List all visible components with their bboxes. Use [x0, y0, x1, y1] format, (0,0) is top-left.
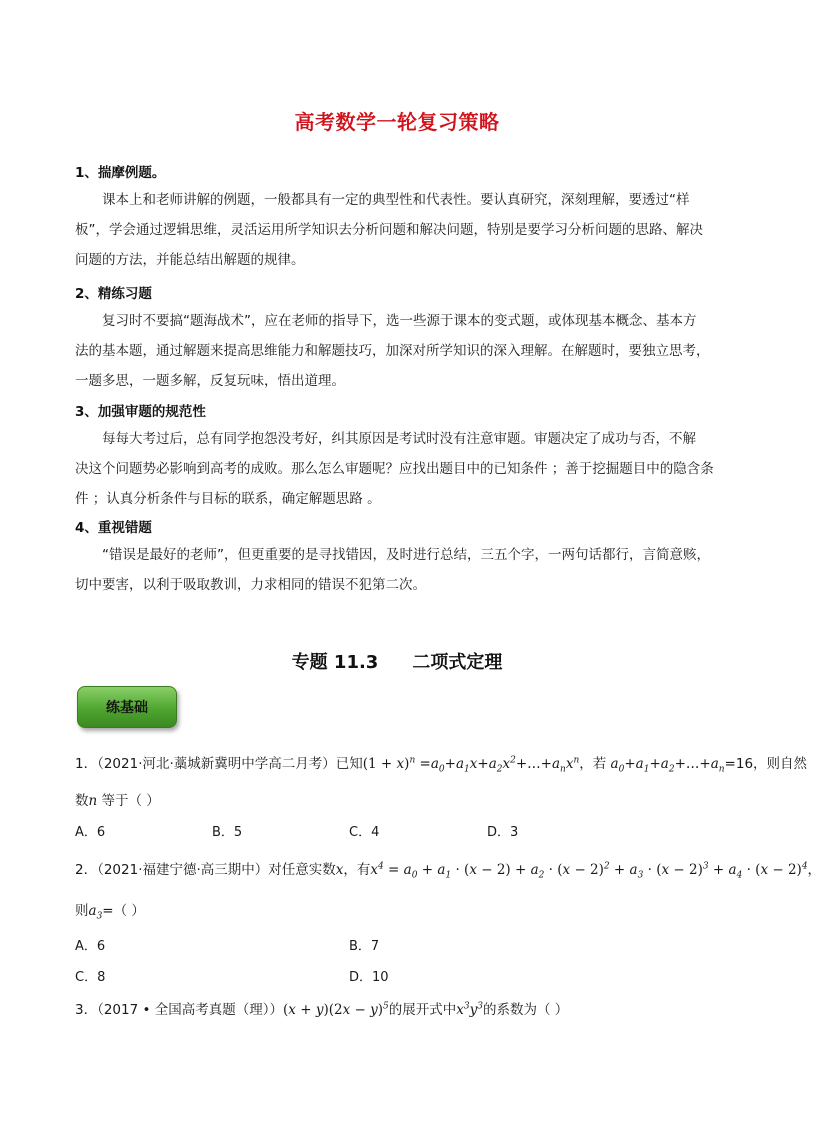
question-3-middle: 的展开式中	[388, 1002, 457, 1018]
question-2-text: =（ ）	[102, 903, 145, 919]
topic-number: 专题 11.3	[291, 652, 379, 673]
question-1-suffix: =16，则自然	[724, 756, 808, 772]
question-1-line-1	[75, 752, 807, 775]
question-1-option-c[interactable]: C．4	[349, 825, 380, 840]
paragraph-line: 复习时不要搞“题海战术”，应在老师的指导下，选一些源于课本的变式题，或体现基本概念、基本方	[102, 313, 697, 329]
topic-name: 二项式定理	[412, 652, 503, 673]
paragraph-line: 每每大考过后，总有同学抱怨没考好，纠其原因是考试时没有注意审题。审题决定了成功与否，不解	[102, 431, 696, 447]
question-3-term: $x^3y^3$	[456, 1001, 483, 1018]
question-2-formula: $x^4 = a_0 + a_1 \cdot (x - 2) + a_2 \cdot (x - 2)^2 + a_3 \cdot (x - 2)^3 + a_4 \cdot (x - 2)^4$	[370, 861, 808, 881]
paragraph-line: 板”，学会通过逻辑思维，灵活运用所学知识去分析问题和解决问题，特别是要学习分析问题的思路、解决	[75, 222, 703, 238]
paragraph-line: 问题的方法，并能总结出解题的规律。	[75, 252, 305, 268]
paragraph-line: 决这个问题势必影响到高考的成败。那么怎么审题呢？应找出题目中的已知条件 ；善于挖掘题目中的隐含条	[75, 461, 714, 477]
paragraph-line: 法的基本题，通过解题来提高思维能力和解题技巧，加深对所学知识的深入理解。在解题时，要独立思考，	[75, 343, 710, 359]
question-2-option-c[interactable]: C．8	[75, 970, 106, 985]
section-paragraph-1	[75, 185, 735, 275]
paragraph-line: 课本上和老师讲解的例题，一般都具有一定的典型性和代表性。要认真研究，深刻理解，要透过“样	[102, 192, 690, 208]
question-2-variable: x	[335, 862, 344, 878]
question-3-suffix: 的系数为（ ）	[483, 1002, 569, 1018]
question-3-prefix: 3．（2017 • 全国高考真题（理））	[75, 1002, 283, 1018]
topic-title	[0, 648, 794, 674]
question-2-middle: ，有	[343, 862, 371, 878]
question-2-line-1	[75, 858, 821, 881]
section-paragraph-3	[75, 424, 735, 514]
section-heading-3: 3、加强审题的规范性	[75, 404, 206, 420]
badge-label: 练基础	[106, 700, 148, 716]
question-2-target: $a_3$	[88, 903, 103, 922]
question-1-option-d[interactable]: D．3	[487, 825, 519, 840]
question-2-text: 则	[75, 903, 89, 919]
question-2-option-a[interactable]: A．6	[75, 939, 106, 954]
question-1-prefix: 1．（2021·河北·藁城新冀明中学高二月考）已知	[75, 756, 363, 772]
section-paragraph-2	[75, 306, 735, 396]
question-1-middle: ，若	[579, 756, 611, 772]
question-1-formula: $(1 + x)^n$ $=a_0+a_1x+a_2x^2+\dots+a_nx^n$	[362, 755, 580, 775]
question-2-suffix: ，	[807, 862, 821, 878]
question-1-sum: $a_0+a_1+a_2+\dots+a_n$	[610, 756, 725, 775]
page-title: 高考数学一轮复习策略	[294, 110, 500, 134]
question-1-option-b[interactable]: B．5	[212, 825, 243, 840]
practice-basics-badge	[77, 686, 177, 728]
section-heading-1: 1、揣摩例题。	[75, 165, 166, 181]
question-2-option-b[interactable]: B．7	[349, 939, 380, 954]
question-1-variable: n	[88, 793, 98, 809]
question-3-line-1	[75, 998, 568, 1018]
question-1-line-2	[75, 789, 160, 809]
paragraph-line: “错误是最好的老师”，但更重要的是寻找错因，及时进行总结，三五个字，一两句话都行，言简意赅，	[102, 547, 710, 563]
paragraph-line: 一题多思，一题多解，反复玩味，悟出道理。	[75, 373, 345, 389]
section-heading-4: 4、重视错题	[75, 520, 152, 536]
paragraph-line: 件 ；认真分析条件与目标的联系，确定解题思路 。	[75, 491, 381, 507]
question-1-text: 数	[75, 793, 89, 809]
question-2-line-2	[75, 899, 145, 922]
question-2-option-d[interactable]: D．10	[349, 970, 389, 985]
question-1-option-a[interactable]: A．6	[75, 825, 106, 840]
question-3-formula: $(x + y)(2x - y)^5$	[283, 1001, 389, 1018]
section-heading-2: 2、精练习题	[75, 286, 152, 302]
question-1-text: 等于（ ）	[101, 793, 160, 809]
question-2-prefix: 2．（2021·福建宁德·高三期中）对任意实数	[75, 862, 336, 878]
section-paragraph-4	[75, 540, 735, 600]
paragraph-line: 切中要害，以利于吸取教训，力求相同的错误不犯第二次。	[75, 577, 426, 593]
